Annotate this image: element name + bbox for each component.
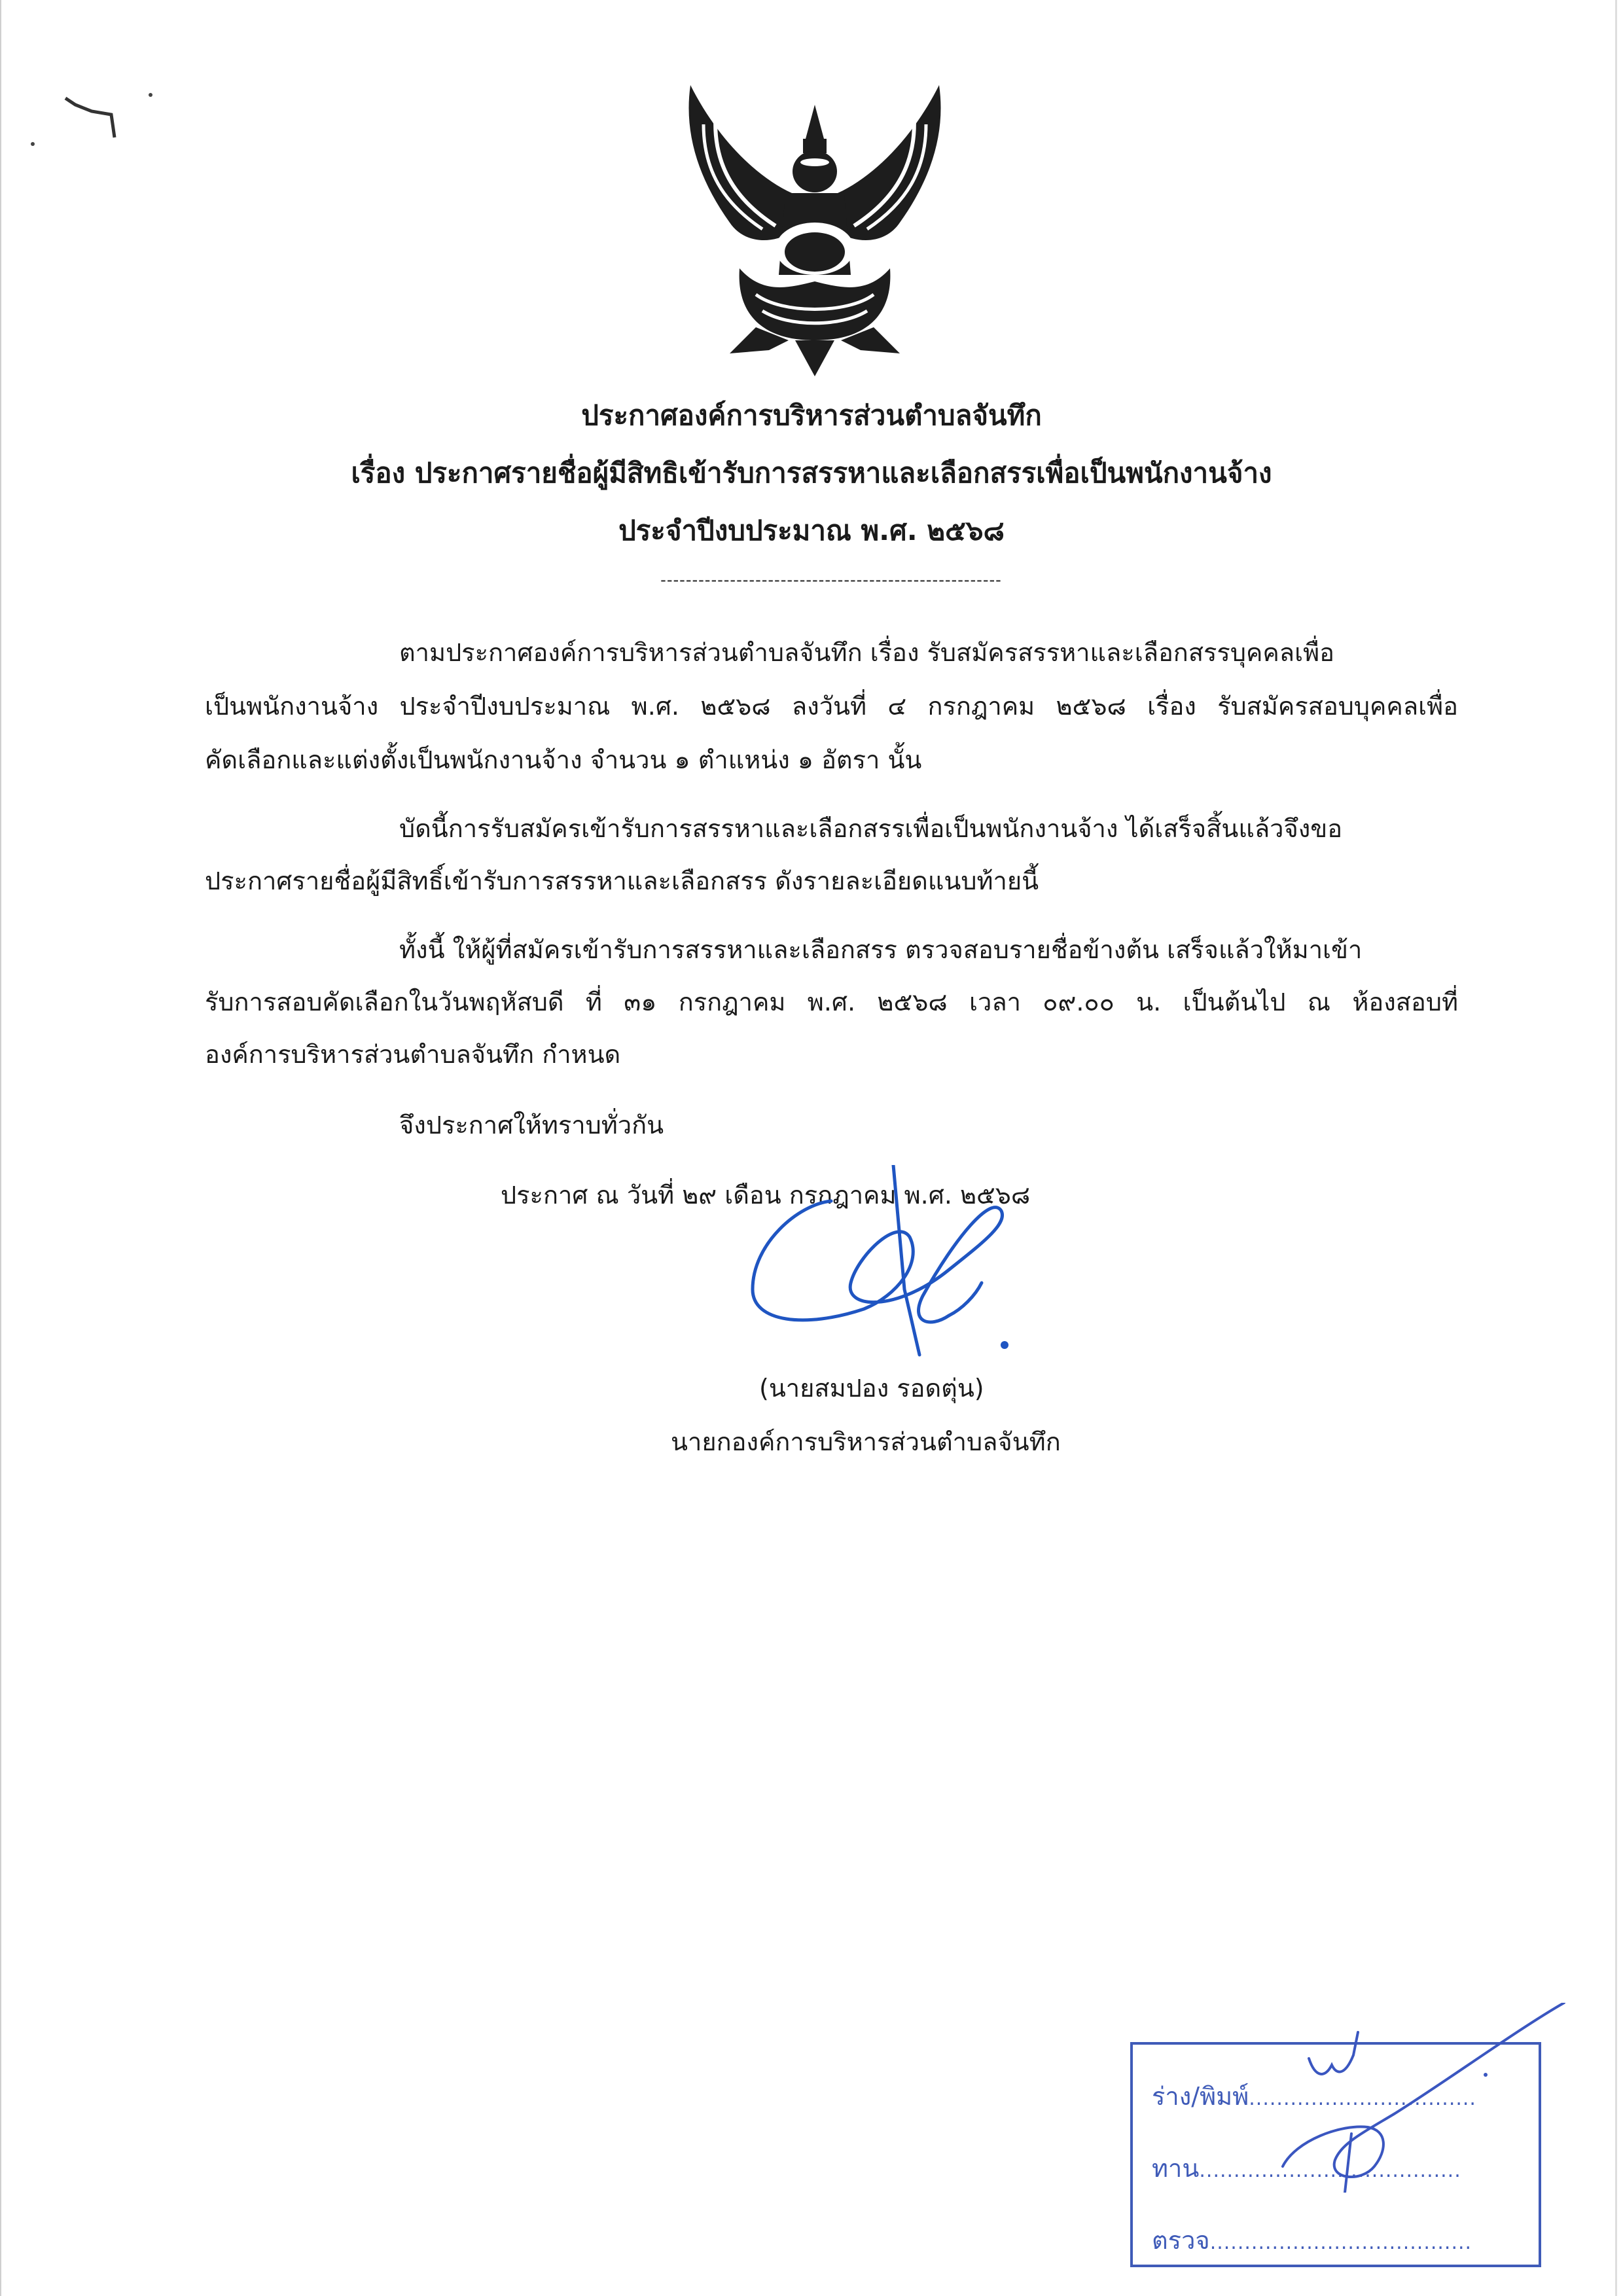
paragraph-2-line-2: ประกาศรายชื่อผู้มีสิทธิ์เข้ารับการสรรหาและเลือกสรร ดังรายละเอียดแนบท้ายนี้: [205, 867, 1039, 895]
announcement-date: ประกาศ ณ วันที่ ๒๙ เดือน กรกฎาคม พ.ศ. ๒๕๖๘: [501, 1181, 1031, 1210]
signatory-position: นายกองค์การบริหารส่วนตำบลจันทึก: [671, 1427, 1061, 1456]
signatory-name: (นายสมปอง รอดตุ่น): [759, 1374, 984, 1403]
scan-artifact: [13, 79, 157, 157]
announcement-subject: เรื่อง ประกาศรายชื่อผู้มีสิทธิเข้ารับการสรรหาและเลือกสรรเพื่อเป็นพนักงานจ้าง: [351, 457, 1272, 489]
paragraph-1-line-2: เป็นพนักงานจ้าง ประจำปีงบประมาณ พ.ศ. ๒๕๖๘ ลงวันที่ ๔ กรกฎาคม ๒๕๖๘ เรื่อง รับสมัครสอบบุคคลเพื่อ: [205, 692, 1458, 721]
initials-mark-image: [1211, 2003, 1577, 2193]
announcement-title: ประกาศองค์การบริหารส่วนตำบลจันทึก: [581, 399, 1042, 431]
paragraph-1-line-1: ตามประกาศองค์การบริหารส่วนตำบลจันทึก เรื่อง รับสมัครสรรหาและเลือกสรรบุคคลเพื่อ: [399, 638, 1334, 667]
scan-right-edge: [1615, 0, 1617, 2296]
paragraph-1-line-3: คัดเลือกและแต่งตั้งเป็นพนักงานจ้าง จำนวน ๑ ตำแหน่ง ๑ อัตรา นั้น: [205, 745, 922, 774]
scan-left-edge: [0, 0, 1, 2296]
title-separator: ------------------------------------------------------: [660, 571, 1002, 589]
garuda-emblem-icon: [677, 79, 952, 380]
paragraph-2-line-1: บัดนี้การรับสมัครเข้ารับการสรรหาและเลือกสรรเพื่อเป็นพนักงานจ้าง ได้เสร็จสิ้นแล้วจึงขอ: [399, 814, 1343, 843]
stamp-draft-dots: .................................: [1249, 2087, 1476, 2110]
stamp-check-dots: ......................................: [1209, 2231, 1472, 2254]
announcement-fiscal-year: ประจำปีงบประมาณ พ.ศ. ๒๕๖๘: [618, 514, 1005, 547]
stamp-draft-label: ร่าง/พิมพ์: [1152, 2082, 1249, 2111]
closing-statement: จึงประกาศให้ทราบทั่วกัน: [399, 1111, 664, 1139]
paragraph-3-line-1: ทั้งนี้ ให้ผู้ที่สมัครเข้ารับการสรรหาและเลือกสรร ตรวจสอบรายชื่อข้างต้น เสร็จแล้วให้มาเข้า: [399, 935, 1363, 964]
paragraph-3-line-3: องค์การบริหารส่วนตำบลจันทึก กำหนด: [205, 1040, 621, 1069]
signature-image: [733, 1165, 1073, 1388]
paragraph-3-line-2: รับการสอบคัดเลือกในวันพฤหัสบดี ที่ ๓๑ กรกฎาคม พ.ศ. ๒๕๖๘ เวลา ๐๙.๐๐ น. เป็นต้นไป ณ ห้องสอบที่: [205, 988, 1458, 1016]
stamp-check-label: ตรวจ: [1152, 2226, 1210, 2255]
stamp-proofread-dots: ......................................: [1199, 2159, 1461, 2182]
stamp-proofread-label: ทาน: [1152, 2154, 1200, 2183]
stamp-check-row: [1152, 2220, 1472, 2260]
